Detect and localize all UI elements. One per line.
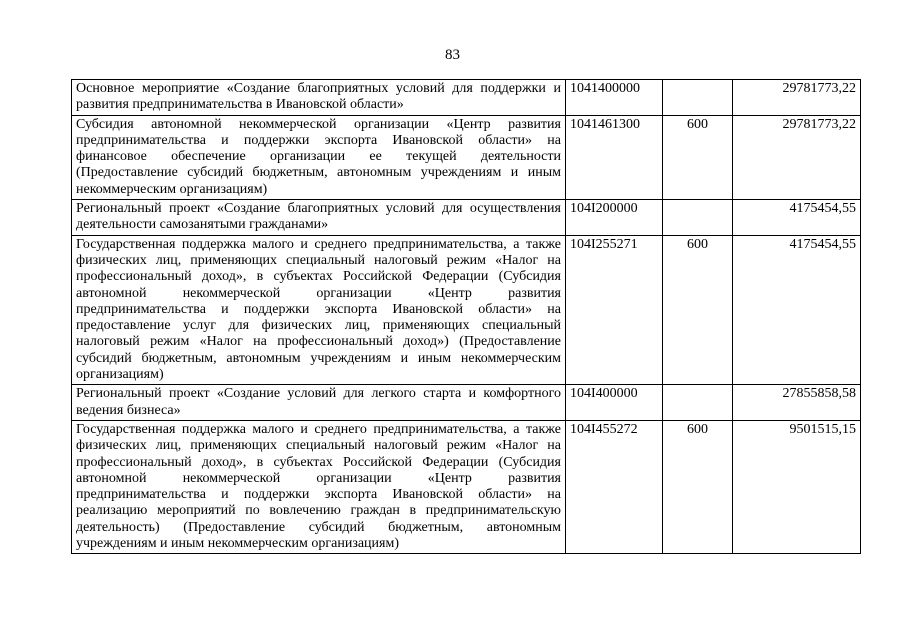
row-amount: 27855858,58 xyxy=(733,385,861,421)
row-amount: 4175454,55 xyxy=(733,200,861,236)
table-row xyxy=(72,80,861,116)
row-amount: 9501515,15 xyxy=(733,420,861,553)
row-expense-type xyxy=(663,385,733,421)
row-expense-type xyxy=(663,80,733,116)
row-expense-type: 600 xyxy=(663,235,733,385)
row-target-code: 104I200000 xyxy=(566,200,663,236)
row-target-code: 1041400000 xyxy=(566,80,663,116)
row-amount: 4175454,55 xyxy=(733,235,861,385)
row-description: Региональный проект «Создание условий для легкого старта и комфортного ведения бизнеса» xyxy=(72,385,566,421)
table-row xyxy=(72,420,861,553)
row-target-code: 104I455272 xyxy=(566,420,663,553)
row-description: Основное мероприятие «Создание благоприятных условий для поддержки и развития предпринимательства в Ивановской области» xyxy=(72,80,566,116)
table-row xyxy=(72,385,861,421)
row-description: Государственная поддержка малого и среднего предпринимательства, а также физических лиц, применяющих специальный налоговый режим «Налог на профессиональный доход», в субъектах Российской Федерации (Субсидия автономной некоммерческой организации «Центр развития предпринимательства и поддержки экспорта Ивановской области» на реализацию мероприятий по вовлечению граждан в предпринимательскую деятельность) (Предоставление субсидий бюджетным, автономным учреждениям и иным некоммерческим организациям) xyxy=(72,420,566,553)
budget-table-body xyxy=(72,80,861,554)
row-description: Государственная поддержка малого и среднего предпринимательства, а также физических лиц, применяющих специальный налоговый режим «Налог на профессиональный доход», в субъектах Российской Федерации (Субсидия автономной некоммерческой организации «Центр развития предпринимательства и поддержки экспорта Ивановской области» на предоставление услуг для физических лиц, применяющих специальный налоговый режим «Налог на профессиональный доход») (Предоставление субсидий бюджетным, автономным учреждениям и иным некоммерческим организациям) xyxy=(72,235,566,385)
table-row xyxy=(72,115,861,199)
row-description: Субсидия автономной некоммерческой организации «Центр развития предпринимательства и поддержки экспорта Ивановской области» на финансовое обеспечение организации ее текущей деятельности (Предоставление субсидий бюджетным, автономным учреждениям и иным некоммерческим организациям) xyxy=(72,115,566,199)
row-target-code: 1041461300 xyxy=(566,115,663,199)
row-target-code: 104I400000 xyxy=(566,385,663,421)
row-expense-type xyxy=(663,200,733,236)
row-target-code: 104I255271 xyxy=(566,235,663,385)
table-row xyxy=(72,200,861,236)
row-amount: 29781773,22 xyxy=(733,80,861,116)
row-expense-type: 600 xyxy=(663,115,733,199)
row-description: Региональный проект «Создание благоприятных условий для осуществления деятельности самозанятыми гражданами» xyxy=(72,200,566,236)
row-amount: 29781773,22 xyxy=(733,115,861,199)
table-row xyxy=(72,235,861,385)
budget-table xyxy=(71,79,861,554)
page-number: 83 xyxy=(445,47,460,63)
row-expense-type: 600 xyxy=(663,420,733,553)
